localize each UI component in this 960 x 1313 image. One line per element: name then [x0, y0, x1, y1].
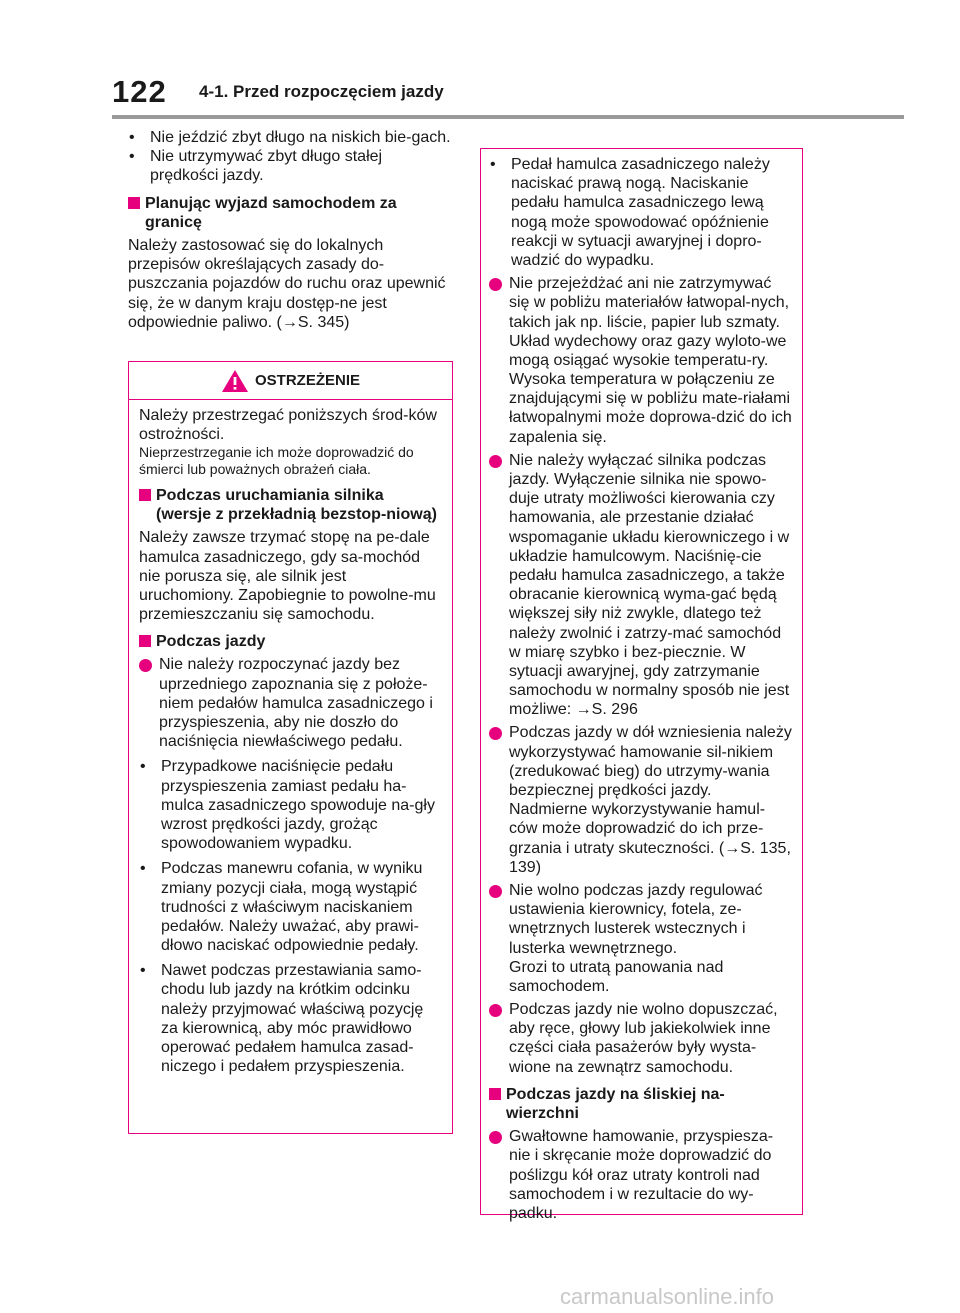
warning-box-continued: [480, 148, 803, 1222]
list-item: Nie wolno podczas jazdy regulować ustawienia kierownicy, fotela, ze-wnętrznych lusterek wstecznych i lusterka wewnętrznego.: [489, 881, 792, 958]
paragraph: Należy zawsze trzymać stopę na pe-dale hamulca zasadniczego, gdy sa-mochód nie porusza się, ale silnik jest uruchomiony. Zapobiegnie to powolne-mu przemieszczaniu się samochodu.: [139, 529, 436, 624]
paragraph: Należy przestrzegać poniższych środ-ków ostrożności.: [139, 407, 437, 444]
warning-body: [129, 400, 452, 1076]
warning-box: [128, 361, 453, 1134]
list-item: Podczas jazdy w dół wzniesienia należy wykorzystywać hamowanie sil-nikiem (zredukować bieg) do utrzymy-wania bezpiecznej prędkości jazdy.: [489, 723, 792, 800]
section-heading: Podczas uruchamiania silnika (wersje z przekładnią bezstop-niową): [139, 486, 442, 524]
warning-triangle-icon: [221, 369, 249, 393]
list-item: Nie przejeżdżać ani nie zatrzymywać się w pobliżu materiałów łatwopal-nych, takich jak np. liście, papier lub szmaty.: [489, 274, 792, 332]
paragraph: Układ wydechowy oraz gazy wyloto-we mogą osiągać wysokie temperatu-ry. Wysoka temperatura w połączeniu ze znajdującymi się w pobliżu mate-riałami łatwopalnymi może doprowa-dzić do ich zapalenia się.: [509, 332, 792, 446]
page-header: [112, 74, 912, 118]
watermark: carmanualsonline.info: [560, 1284, 775, 1309]
paragraph: Grozi to utratą panowania nad samochodem.: [509, 958, 724, 995]
list-item: Nie należy wyłączać silnika podczas jazdy. Wyłączenie silnika nie spowo-duje utraty możliwości kierowania czy hamowania, ale przestanie działać wspomaganie układu kierowniczego i w układzie hamulcowym. Naciśnię-cie pedału hamulca zasadniczego, a także obracanie kierownicą wyma-gać będą większej siły niż zwykle, dlatego też należy zwolnić i zatrzy-mać samochód w miarę szybko i bez-piecznie. W sytuacji awaryjnej, gdy zatrzymanie samochodu w normalny sposób nie jest możliwe: →S. 296: [489, 451, 792, 720]
list-item: Gwałtowne hamowanie, przyspiesza-nie i skręcanie może doprowadzić do poślizgu kół oraz utraty kontroli nad samochodem i w rezultacie do wy-padku.: [489, 1127, 792, 1223]
header-rule: [112, 115, 904, 119]
warning-title: OSTRZEŻENIE: [254, 372, 360, 389]
warning-body: [481, 149, 802, 1223]
paragraph: Nieprzestrzeganie ich może doprowadzić do śmierci lub poważnych obrażeń ciała.: [139, 444, 414, 478]
page-number: 122: [112, 74, 167, 109]
section-title: 4-1. Przed rozpoczęciem jazdy: [199, 82, 444, 101]
paragraph: Nadmierne wykorzystywanie hamul-ców może doprowadzić do ich prze-grzania i utraty skuteczności. (→S. 135, 139): [509, 801, 791, 876]
list-item: Nie należy rozpoczynać jazdy bez uprzedniego zapoznania się z położe-niem pedałów hamulca zasadniczego i przyspieszenia, aby nie doszło do naciśnięcia niewłaściwego pedału.: [139, 655, 442, 751]
list-item: • Podczas manewru cofania, w wyniku zmiany pozycji ciała, mogą wystąpić trudności z właściwym naciskaniem pedałów. Należy uważać, aby prawi-dłowo naciskać odpowiednie pedały.: [139, 859, 442, 955]
list-item: • Nie jeździć zbyt długo na niskich bie-gach.: [128, 128, 453, 147]
section-heading: Podczas jazdy: [139, 632, 442, 651]
list-item: Podczas jazdy nie wolno dopuszczać, aby ręce, głowy lub jakiekolwiek inne części ciała pasażerów były wysta-wione na zewnątrz samochodu.: [489, 1000, 792, 1077]
left-column: [128, 128, 453, 332]
list-item: • Pedał hamulca zasadniczego należy naciskać prawą nogą. Naciskanie pedału hamulca zasadniczego lewą nogą może spowodować opóźnienie reakcji w sytuacji awaryjnej i dopro-wadzić do wypadku.: [489, 155, 792, 270]
paragraph: Należy zastosować się do lokalnych przepisów określających zasady do-puszczania pojazdów do ruchu oraz upewnić się, że w danym kraju dostęp-ne jest odpowiednie paliwo. (→S. 345): [128, 236, 446, 331]
section-heading: Podczas jazdy na śliskiej na-wierzchni: [489, 1085, 792, 1123]
list-item: • Nawet podczas przestawiania samo-chodu lub jazdy na krótkim odcinku należy przyjmować właściwą pozycję za kierownicą, aby móc prawidłowo operować pedałem hamulca zasad-niczego i pedałem przyspieszenia.: [139, 961, 442, 1076]
list-item: • Nie utrzymywać zbyt długo stałej prędkości jazdy.: [128, 147, 453, 185]
list-item: • Przypadkowe naciśnięcie pedału przyspieszenia zamiast pedału ha-mulca zasadniczego spowoduje na-gły wzrost prędkości jazdy, grożąc spowodowaniem wypadku.: [139, 757, 442, 853]
warning-header: [129, 362, 452, 400]
section-heading: Planując wyjazd samochodem za granicę: [128, 194, 453, 232]
